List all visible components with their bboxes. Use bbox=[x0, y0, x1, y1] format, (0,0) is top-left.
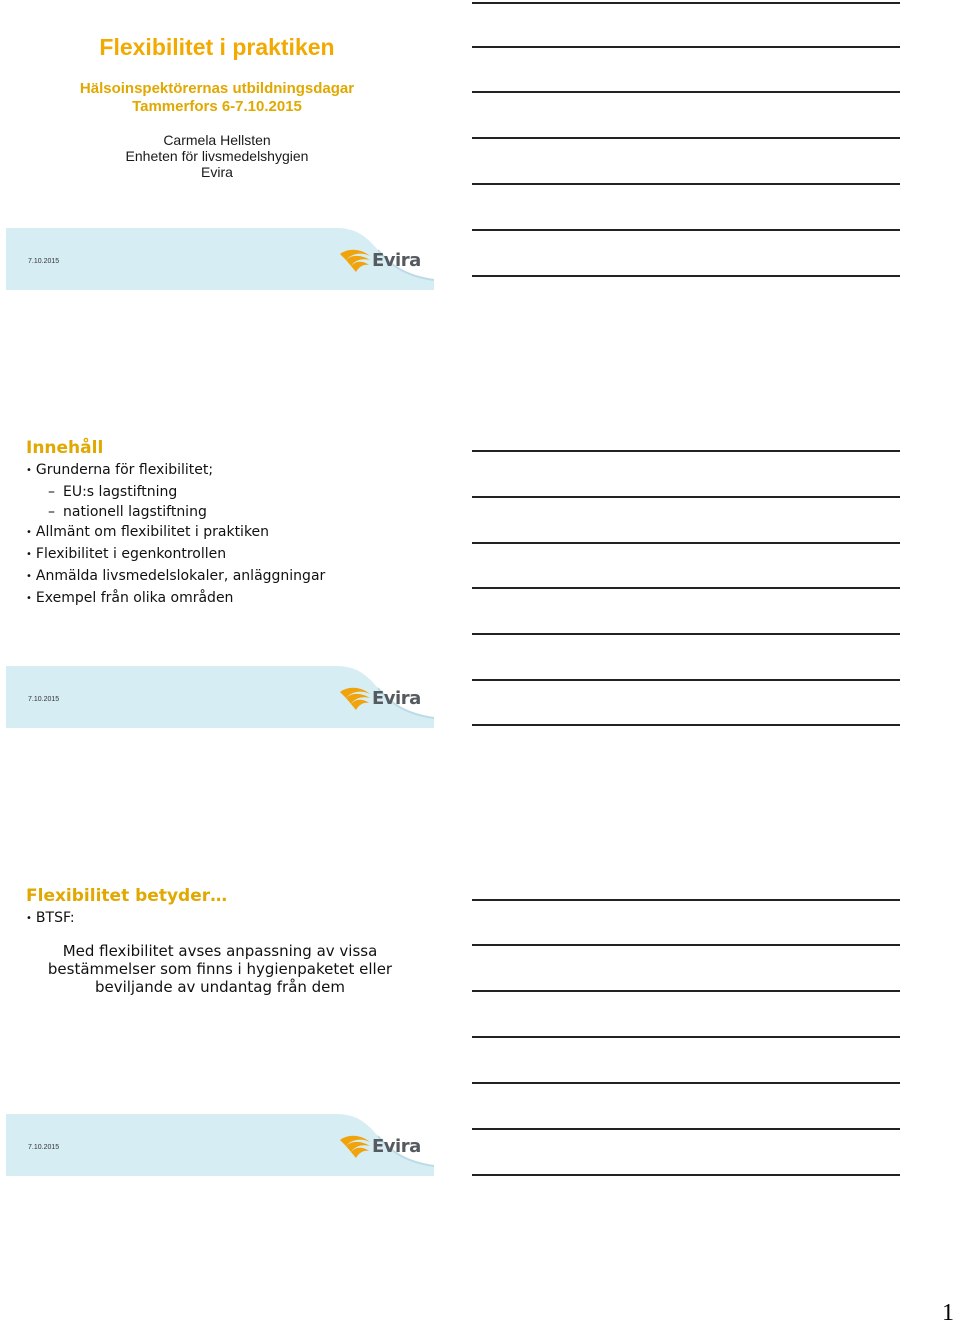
slide-footer bbox=[6, 1114, 434, 1176]
list-item: • Flexibilitet i egenkontrollen bbox=[26, 544, 325, 566]
slide-title: Flexibilitet betyder… bbox=[26, 886, 228, 906]
bullet-list bbox=[26, 908, 75, 930]
bullet-list bbox=[26, 460, 325, 610]
note-line bbox=[472, 46, 900, 48]
footer-date: 7.10.2015 bbox=[28, 258, 60, 265]
logo-wordmark: Evira bbox=[372, 688, 421, 709]
slide-footer bbox=[6, 228, 434, 290]
note-line bbox=[472, 2, 900, 4]
note-line bbox=[472, 587, 900, 589]
author-unit: Enheten för livsmedelshygien bbox=[125, 148, 309, 164]
note-line bbox=[472, 633, 900, 635]
evira-swoosh-icon bbox=[338, 1132, 374, 1160]
evira-logo bbox=[338, 1132, 421, 1160]
note-line bbox=[472, 990, 900, 992]
definition-line: bestämmelser som finns i hygienpaketet eller bbox=[47, 960, 393, 978]
logo-wordmark: Evira bbox=[372, 1136, 421, 1157]
author-org: Evira bbox=[201, 164, 233, 180]
subtitle-line: Tammerfors 6-7.10.2015 bbox=[132, 98, 302, 115]
list-item: • Anmälda livsmedelslokaler, anläggningar bbox=[26, 566, 325, 588]
list-item: • Grunderna för flexibilitet; bbox=[26, 460, 325, 482]
evira-swoosh-icon bbox=[338, 246, 374, 274]
page-number: 1 bbox=[942, 1300, 954, 1326]
note-line bbox=[472, 724, 900, 726]
list-item: – nationell lagstiftning bbox=[26, 502, 325, 522]
note-line bbox=[472, 1128, 900, 1130]
note-line bbox=[472, 137, 900, 139]
list-item: • BTSF: bbox=[26, 908, 75, 930]
note-line bbox=[472, 899, 900, 901]
logo-wordmark: Evira bbox=[372, 250, 421, 271]
definition-line: Med flexibilitet avses anpassning av vissa bbox=[62, 942, 378, 960]
note-line bbox=[472, 1036, 900, 1038]
note-line bbox=[472, 229, 900, 231]
note-line bbox=[472, 1082, 900, 1084]
slide-subtitle bbox=[0, 80, 434, 116]
slide-title: Flexibilitet i praktiken bbox=[99, 34, 335, 60]
footer-date: 7.10.2015 bbox=[28, 1144, 60, 1151]
slide-3 bbox=[0, 886, 440, 1176]
subtitle-line: Hälsoinspektörernas utbildningsdagar bbox=[79, 80, 355, 97]
note-line bbox=[472, 91, 900, 93]
evira-logo bbox=[338, 246, 421, 274]
note-line bbox=[472, 450, 900, 452]
footer-date: 7.10.2015 bbox=[28, 696, 60, 703]
note-line bbox=[472, 275, 900, 277]
evira-logo bbox=[338, 684, 421, 712]
slide-1 bbox=[0, 0, 440, 290]
note-line bbox=[472, 1174, 900, 1176]
note-line bbox=[472, 542, 900, 544]
note-line bbox=[472, 183, 900, 185]
slide-title: Innehåll bbox=[26, 438, 104, 458]
list-item: • Exempel från olika områden bbox=[26, 588, 325, 610]
list-item: • Allmänt om flexibilitet i praktiken bbox=[26, 522, 325, 544]
slide-footer bbox=[6, 666, 434, 728]
note-line bbox=[472, 496, 900, 498]
slide-2 bbox=[0, 438, 440, 728]
slide-author-block bbox=[0, 132, 434, 180]
definition-line: beviljande av undantag från dem bbox=[94, 978, 346, 996]
author-name: Carmela Hellsten bbox=[163, 132, 271, 148]
list-item: – EU:s lagstiftning bbox=[26, 482, 325, 502]
evira-swoosh-icon bbox=[338, 684, 374, 712]
note-line bbox=[472, 944, 900, 946]
note-line bbox=[472, 679, 900, 681]
definition-text bbox=[30, 942, 410, 996]
